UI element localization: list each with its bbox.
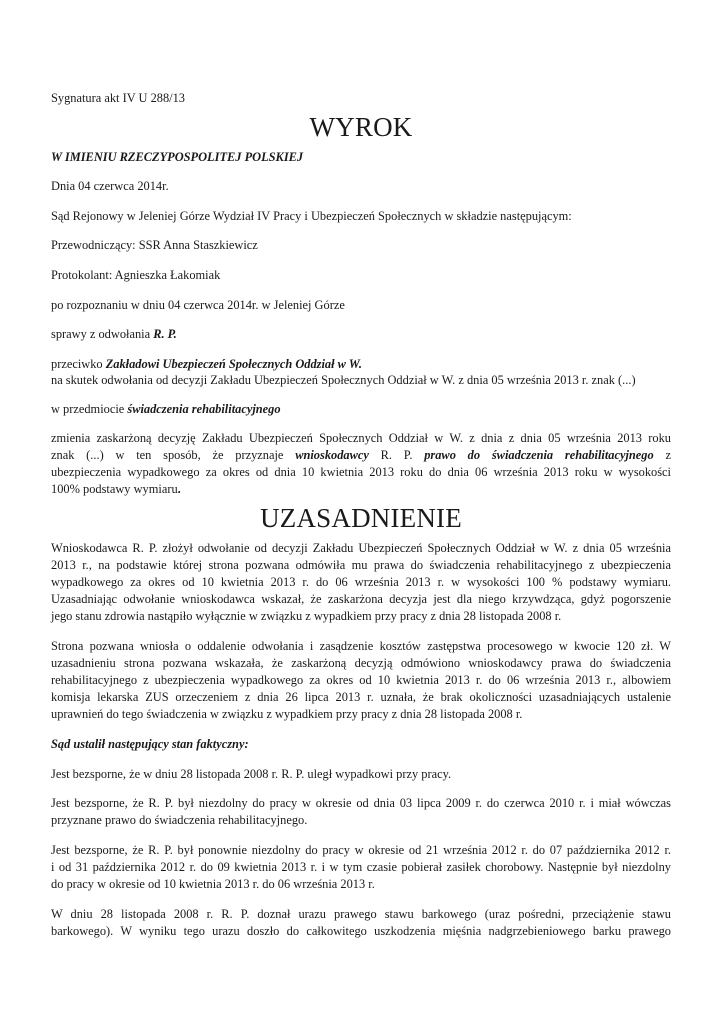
case-prefix: sprawy z odwołania <box>51 327 154 341</box>
p2-line-5: uprawnień do tego świadczenia w związku z wypadkiem przy pracy z dnia 28 listopada 2008 r. <box>51 707 523 721</box>
ruling-line-2 <box>51 447 671 465</box>
ruling-right: prawo do świadczenia rehabilitacyjnego <box>424 448 654 462</box>
ruling-line-1: zmienia zaskarżoną decyzję Zakładu Ubezpieczeń Społecznych Oddział w W. z dnia z dnia 05 września 2013 roku <box>51 431 671 445</box>
clerk: Protokolant: Agnieszka Łakomiak <box>51 268 221 282</box>
p2-line-4: komisja lekarska ZUS orzeczeniem z dnia 26 lipca 2013 r. uznała, że brak okoliczności uzasadniających ustalenie <box>51 690 671 704</box>
subject: świadczenia rehabilitacyjnego <box>127 402 281 416</box>
case-signature: Sygnatura akt IV U 288/13 <box>51 91 185 105</box>
fact-2-line-2: przyznane prawo do świadczenia rehabilitacyjnego. <box>51 813 308 827</box>
fact-2-line-1: Jest bezsporne, że R. P. był niezdolny do pracy w okresie od dnia 03 lipca 2009 r. do czerwca 2010 r. i miał wówczas <box>51 796 671 810</box>
subject-prefix: w przedmiocie <box>51 402 128 416</box>
verdict-title: WYROK <box>309 112 413 142</box>
fact-4-line-2: barkowego). W wyniku tego urazu doszło do całkowitego uszkodzenia mięśnia nadgrzebieniowego barku prawego <box>51 924 671 938</box>
p1-line-4: Uzasadniając odwołanie wnioskodawca wskazał, że zaskarżona decyzja jest dla niego krzywdząca, gdyż pogorszenie <box>51 592 671 606</box>
ruling-l2-e: z <box>653 448 671 462</box>
ruling-l2-a: znak (...) w ten sposób, że przyznaje <box>51 448 296 462</box>
fact-3-line-1: Jest bezsporne, że R. P. był ponownie niezdolny do pracy w okresie od 21 września 2012 r. do 07 października 2012 r. <box>51 843 671 857</box>
subject-line <box>51 401 281 419</box>
ruling-line-4 <box>51 481 181 499</box>
against-prefix: przeciwko <box>51 357 106 371</box>
justification-title: UZASADNIENIE <box>260 503 462 533</box>
p2-line-3: rehabilitacyjnego z ubezpieczenia wypadkowego za okres od 10 kwietnia 2013 r. do 06 września 2013 r., albowiem <box>51 673 671 687</box>
ruling-l4-a: 100% podstawy wymiaru <box>51 482 178 496</box>
against-party: Zakładowi Ubezpieczeń Społecznych Oddział w W. <box>105 357 363 371</box>
p1-line-3: wypadkowego za okres od 10 kwietnia 2013 r. do 06 września 2013 r. w wysokości 100 % podstawy wymiaru. <box>51 575 671 589</box>
fact-3-line-3: do pracy w okresie od 10 kwietnia 2013 r. do 06 września 2013 r. <box>51 877 375 891</box>
fact-3-line-2: i od 31 października 2012 r. do 09 kwietnia 2013 r. i w tym czasie pobierał zasiłek chorobowy. Następnie był niezdolny <box>51 860 671 874</box>
hearing-info: po rozpoznaniu w dniu 04 czerwca 2014r. w Jeleniej Górze <box>51 298 345 312</box>
case-party: R. P. <box>153 327 177 341</box>
p1-line-1: Wnioskodawca R. P. złożył odwołanie od decyzji Zakładu Ubezpieczeń Społecznych Oddział w W. z dnia 05 września <box>51 541 671 555</box>
appeal-basis: na skutek odwołania od decyzji Zakładu Ubezpieczeń Społecznych Oddział w W. z dnia 05 września 2013 r. znak (...) <box>51 373 636 387</box>
ruling-applicant: wnioskodawcy <box>295 448 369 462</box>
case-line <box>51 326 177 344</box>
p1-line-5: jego stanu zdrowia nastąpiło wyłącznie w związku z wypadkiem przy pracy z dnia 28 listopada 2008 r. <box>51 609 562 623</box>
facts-heading: Sąd ustalił następujący stan faktyczny: <box>51 737 249 751</box>
ruling-line-3: ubezpieczenia wypadkowego za okres od dnia 10 kwietnia 2013 roku do dnia 06 września 2013 roku w wysokości <box>51 465 671 479</box>
fact-4-line-1: W dniu 28 listopada 2008 r. R. P. doznał urazu prawego stawu barkowego (uraz pośredni, przeciążenie stawu <box>51 907 671 921</box>
p2-line-2: uzasadnieniu strona pozwana wskazała, że zaskarżoną decyzją odmówiono wnioskodawcy prawa do świadczenia <box>51 656 671 670</box>
verdict-date: Dnia 04 czerwca 2014r. <box>51 179 169 193</box>
ruling-l2-c: R. P. <box>368 448 425 462</box>
ruling-l4-b: . <box>177 482 181 496</box>
in-the-name-heading: W IMIENIU RZECZYPOSPOLITEJ POLSKIEJ <box>51 150 304 164</box>
court-composition: Sąd Rejonowy w Jeleniej Górze Wydział IV Pracy i Ubezpieczeń Społecznych w składzie następującym: <box>51 209 572 223</box>
p2-line-1: Strona pozwana wniosła o oddalenie odwołania i zasądzenie kosztów zastępstwa procesowego w kwocie 120 zł. W <box>51 639 671 653</box>
fact-1: Jest bezsporne, że w dniu 28 listopada 2008 r. R. P. uległ wypadkowi przy pracy. <box>51 767 452 781</box>
against-line <box>51 356 362 374</box>
p1-line-2: 2013 r., na podstawie której strona pozwana odmówiła mu prawa do świadczenia rehabilitacyjnego z ubezpieczenia <box>51 558 671 572</box>
chairperson: Przewodniczący: SSR Anna Staszkiewicz <box>51 238 258 252</box>
